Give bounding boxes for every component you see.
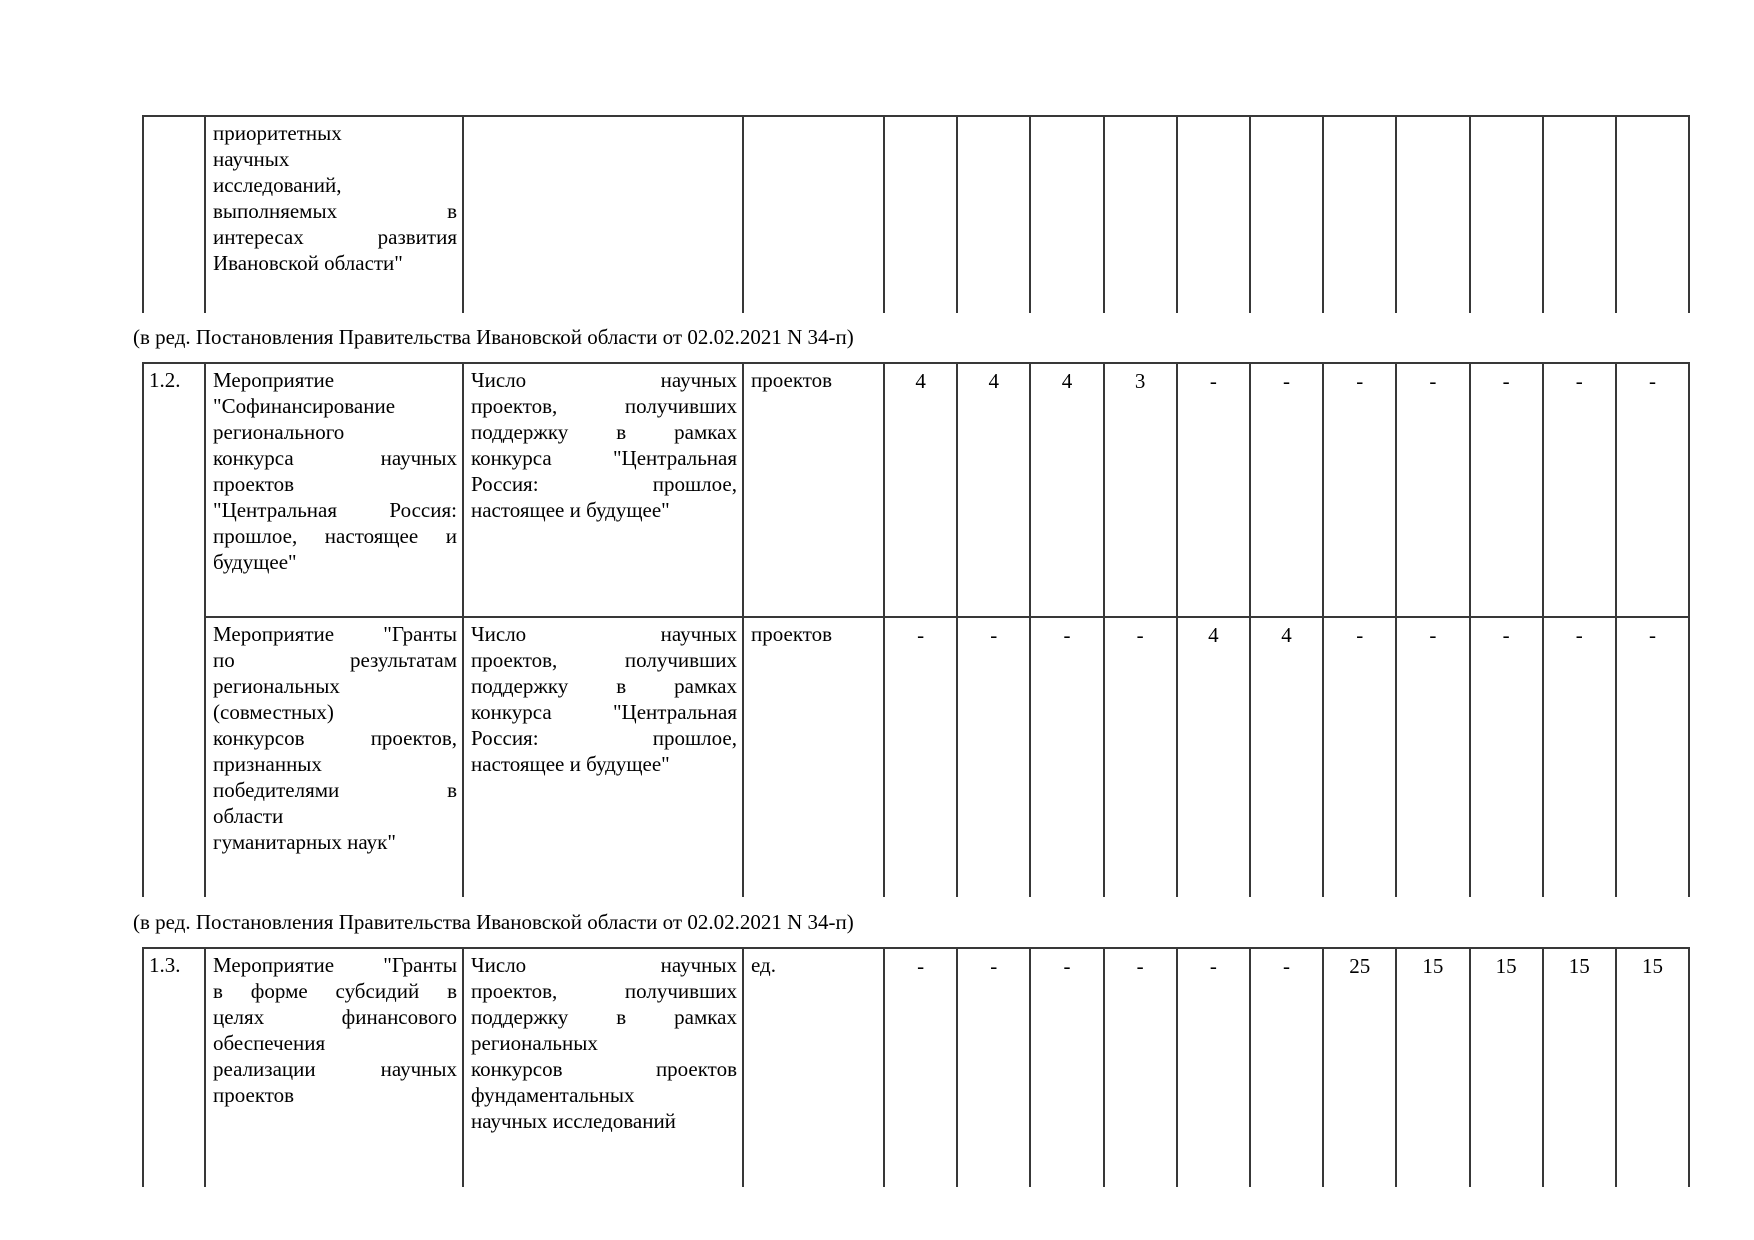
text-line: фундаментальных (471, 1083, 635, 1107)
text-line: "Софинансирование (213, 394, 396, 418)
value-cell (883, 117, 956, 313)
text-line: настоящее и будущее" (471, 498, 670, 522)
unit-cell: ед. (742, 949, 883, 1187)
text-line: Мероприятие (213, 368, 335, 392)
value-cell (1615, 117, 1688, 313)
value-cell: - (1395, 364, 1468, 616)
text-line: выполняемых в (213, 199, 457, 223)
amendment-note-text: (в ред. Постановления Правительства Ивановской области от 02.02.2021 N 34-п) (133, 909, 854, 934)
text-line: приоритетных (213, 121, 342, 145)
value-cell: 15 (1615, 949, 1688, 1187)
value-cell: 3 (1103, 364, 1176, 616)
value-cell: 25 (1322, 949, 1395, 1187)
text-line: поддержку в рамках (471, 420, 737, 444)
value-cell: - (956, 949, 1029, 1187)
text-line: будущее" (213, 550, 297, 574)
table-fragment-row-1-2 (142, 362, 1690, 897)
text-line: конкурсов проектов (471, 1057, 737, 1081)
text-line: научных (213, 147, 290, 171)
value-cell: 4 (1249, 618, 1322, 897)
text-line: обеспечения (213, 1031, 326, 1055)
text-line: по результатам (213, 648, 457, 673)
value-cell: 4 (1176, 618, 1249, 897)
value-cell (1542, 117, 1615, 313)
value-cell: - (1249, 364, 1322, 616)
value-cell: 4 (883, 364, 956, 616)
indicator-cell (462, 618, 742, 897)
value-cells (883, 949, 1688, 1187)
value-cell: - (1322, 618, 1395, 897)
unit-cell (742, 117, 883, 313)
amendment-note (133, 897, 1754, 947)
value-cell: - (1103, 618, 1176, 897)
value-cell: - (1029, 949, 1102, 1187)
value-cell: - (1615, 364, 1688, 616)
text-line: Число научных (471, 953, 737, 977)
text-line: Россия: прошлое, (471, 472, 737, 496)
text-line: Ивановской области" (213, 251, 403, 275)
value-cell: - (1469, 364, 1542, 616)
text-line: конкурса "Центральная (471, 700, 737, 725)
value-cell: 15 (1542, 949, 1615, 1187)
amendment-note (133, 313, 1754, 362)
activity-name-cell (204, 949, 462, 1187)
activity-name-cell (204, 364, 462, 616)
text-line: интересах развития (213, 225, 457, 249)
text-line: проектов (213, 472, 295, 496)
text-line: Россия: прошлое, (471, 726, 737, 751)
text-line: проектов, получивших (471, 394, 737, 418)
text-line: проектов (213, 1083, 295, 1107)
value-cell: 15 (1395, 949, 1468, 1187)
text-line: исследований, (213, 173, 342, 197)
text-line: проектов, получивших (471, 648, 737, 673)
value-cell: - (1029, 618, 1102, 897)
text-line: в форме субсидий в (213, 979, 457, 1003)
value-cell: - (1542, 618, 1615, 897)
value-cell: 4 (1029, 364, 1102, 616)
text-line: конкурсов проектов, (213, 726, 457, 751)
value-cell (1322, 117, 1395, 313)
text-line: целях финансового (213, 1005, 457, 1029)
text-line: поддержку в рамках (471, 674, 737, 699)
table-fragment-continuation (142, 115, 1690, 313)
value-cell: - (1176, 949, 1249, 1187)
value-cell: - (1176, 364, 1249, 616)
value-cell: - (883, 618, 956, 897)
indicator-cell (462, 364, 742, 616)
unit-cell: проектов (742, 618, 883, 897)
text-line: победителями в (213, 778, 457, 803)
value-cell (1395, 117, 1468, 313)
value-cell: - (956, 618, 1029, 897)
value-cell (956, 117, 1029, 313)
text-line: Мероприятие "Гранты (213, 953, 457, 977)
value-cell: - (1469, 618, 1542, 897)
text-line: проектов, получивших (471, 979, 737, 1003)
value-cell: - (1249, 949, 1322, 1187)
text-line: реализации научных (213, 1057, 457, 1081)
row-1-2-subrows (204, 364, 1688, 897)
text-line: научных исследований (471, 1109, 676, 1133)
activity-name-cell (204, 618, 462, 897)
indicator-cell (462, 949, 742, 1187)
text-line: области (213, 804, 284, 829)
text-line: Мероприятие "Гранты (213, 622, 457, 647)
text-line: признанных (213, 752, 322, 777)
text-line: прошлое, настоящее и (213, 524, 457, 548)
table-fragment-row-1-3 (142, 947, 1690, 1187)
value-cell: - (1615, 618, 1688, 897)
value-cell (1249, 117, 1322, 313)
value-cell (1103, 117, 1176, 313)
text-line: (совместных) (213, 700, 334, 725)
value-cells (883, 117, 1688, 313)
text-line: конкурса "Центральная (471, 446, 737, 470)
text-line: поддержку в рамках (471, 1005, 737, 1029)
value-cell (1469, 117, 1542, 313)
value-cell: 15 (1469, 949, 1542, 1187)
text-line: регионального (213, 420, 345, 444)
text-line: Число научных (471, 368, 737, 392)
value-cell: - (1395, 618, 1468, 897)
value-cells (883, 364, 1688, 616)
text-line: Число научных (471, 622, 737, 647)
amendment-note-text: (в ред. Постановления Правительства Ивановской области от 02.02.2021 N 34-п) (133, 325, 854, 349)
unit-cell: проектов (742, 364, 883, 616)
value-cell: - (1542, 364, 1615, 616)
indicator-cell (462, 117, 742, 313)
text-line: региональных (471, 1031, 598, 1055)
text-line: конкурса научных (213, 446, 457, 470)
value-cell (1029, 117, 1102, 313)
value-cell: - (1103, 949, 1176, 1187)
value-cells (883, 618, 1688, 897)
text-line: "Центральная Россия: (213, 498, 457, 522)
table-row (204, 364, 1688, 616)
value-cell: - (883, 949, 956, 1187)
row-number-cell: 1.3. (142, 949, 204, 1187)
text-line: настоящее и будущее" (471, 752, 670, 777)
table-row (204, 616, 1688, 897)
value-cell: 4 (956, 364, 1029, 616)
text-line: гуманитарных наук" (213, 830, 396, 855)
text-line: региональных (213, 674, 340, 699)
row-number-cell: 1.2. (142, 364, 204, 897)
activity-name-cell (204, 117, 462, 313)
value-cell (1176, 117, 1249, 313)
value-cell: - (1322, 364, 1395, 616)
row-number-cell (142, 117, 204, 313)
